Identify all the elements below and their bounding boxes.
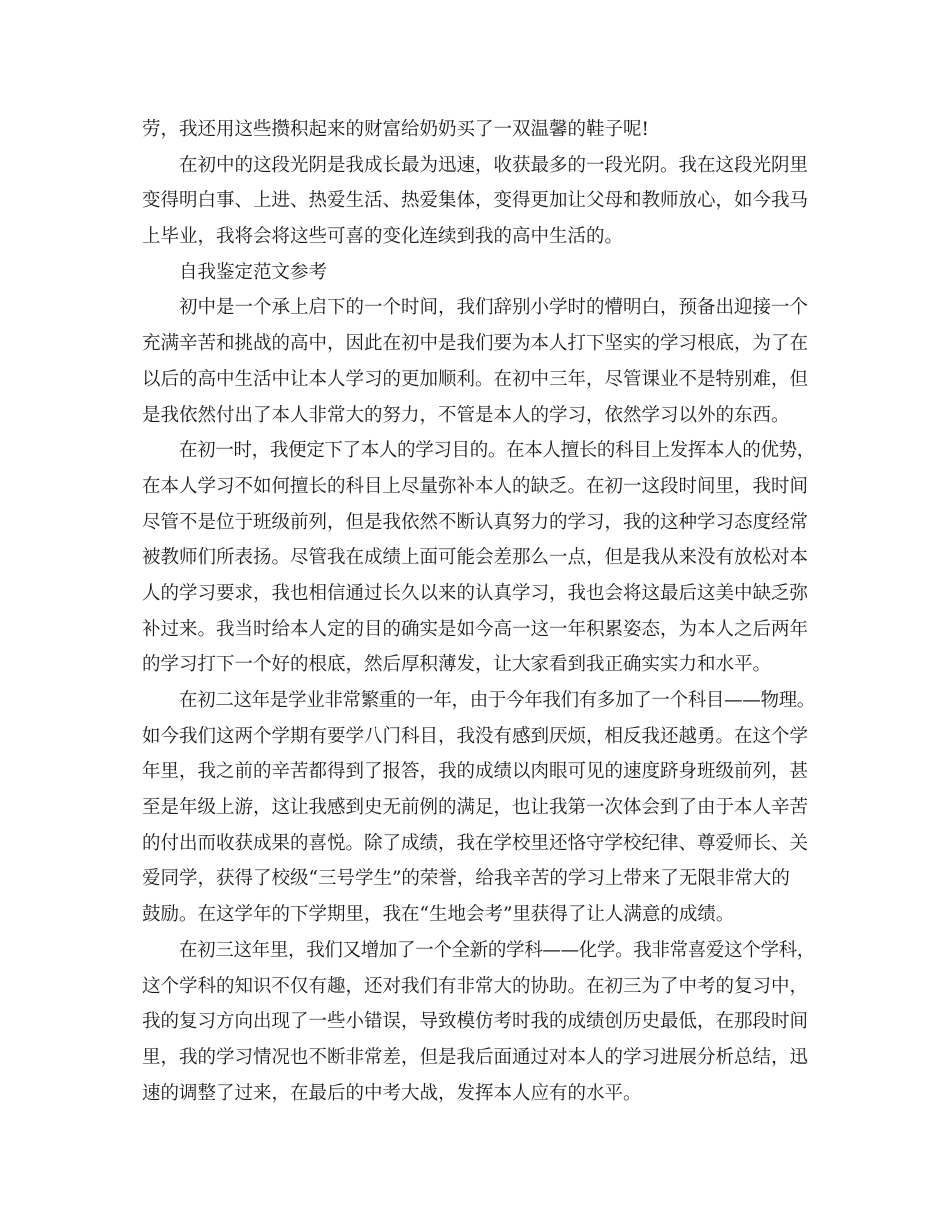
text-line: 如今我们这两个学期有要学八门科目，我没有感到厌烦，相反我还越勇。在这个学: [142, 725, 809, 747]
text-line: 尽管不是位于班级前列，但是我依然不断认真努力的学习，我的这种学习态度经常: [142, 511, 809, 533]
text-line: 人的学习要求，我也相信通过长久以来的认真学习，我也会将这最后这美中缺乏弥: [142, 582, 809, 604]
text-line: 在初中的这段光阴是我成长最为迅速，收获最多的一段光阴。我在这段光阴里: [179, 154, 809, 176]
text-line: 在初三这年里，我们又增加了一个全新的学科——化学。我非常喜爱这个学科，: [179, 939, 815, 961]
text-line: 爱同学，获得了校级“三号学生”的荣誉，给我辛苦的学习上带来了无限非常大的: [142, 868, 790, 890]
text-line: 变得明白事、上进、热爱生活、热爱集体，变得更加让父母和教师放心，如今我马: [142, 190, 809, 212]
text-line: 这个学科的知识不仅有趣，还对我们有非常大的协助。在初三为了中考的复习中，: [142, 975, 809, 997]
text-line: 充满辛苦和挑战的高中，因此在初中是我们要为本人打下坚实的学习根底，为了在: [142, 333, 809, 355]
text-line: 至是年级上游，这让我感到史无前例的满足，也让我第一次体会到了由于本人辛苦: [142, 797, 809, 819]
text-line: 我的复习方向出现了一些小错误，导致模仿考时我的成绩创历史最低，在那段时间: [142, 1011, 809, 1033]
text-line: 劳，我还用这些攒积起来的财富给奶奶买了一双温馨的鞋子呢!: [142, 119, 649, 140]
text-line: 年里，我之前的辛苦都得到了报答，我的成绩以肉眼可见的速度跻身班级前列，甚: [142, 761, 809, 783]
text-line: 的付出而收获成果的喜悦。除了成绩，我在学校里还恪守学校纪律、尊爱师长、关: [142, 832, 809, 854]
text-line: 初中是一个承上启下的一个时间，我们辞别小学时的懵明白，预备出迎接一个: [179, 297, 809, 319]
text-line: 以后的高中生活中让本人学习的更加顺利。在初中三年，尽管课业不是特别难，但: [142, 368, 809, 390]
text-line: 的学习打下一个好的根底，然后厚积薄发，让大家看到我正确实实力和水平。: [142, 654, 772, 676]
section-heading: 自我鉴定范文参考: [179, 261, 328, 283]
text-line: 上毕业，我将会将这些可喜的变化连续到我的高中生活的。: [142, 226, 624, 248]
text-line: 在本人学习不如何擅长的科目上尽量弥补本人的缺乏。在初一这段时间里，我时间: [142, 475, 809, 497]
text-line: 是我依然付出了本人非常大的努力，不管是本人的学习，依然学习以外的东西。: [142, 404, 790, 426]
text-line: 里，我的学习情况也不断非常差，但是我后面通过对本人的学习进展分析总结，迅: [142, 1046, 809, 1068]
text-line: 在初一时，我便定下了本人的学习目的。在本人擅长的科目上发挥本人的优势，: [179, 440, 815, 462]
text-line: 在初二这年是学业非常繁重的一年，由于今年我们有多加了一个科目——物理。: [179, 690, 815, 711]
text-line: 被教师们所表扬。尽管我在成绩上面可能会差那么一点，但是我从来没有放松对本: [142, 547, 809, 569]
document-body: [142, 112, 815, 1111]
text-line: 鼓励。在这学年的下学期里，我在“生地会考”里获得了让人满意的成绩。: [142, 904, 735, 926]
text-line: 补过来。我当时给本人定的目的确实是如今高一这一年积累姿态，为本人之后两年: [142, 618, 809, 640]
text-line: 速的调整了过来，在最后的中考大战，发挥本人应有的水平。: [142, 1082, 642, 1104]
